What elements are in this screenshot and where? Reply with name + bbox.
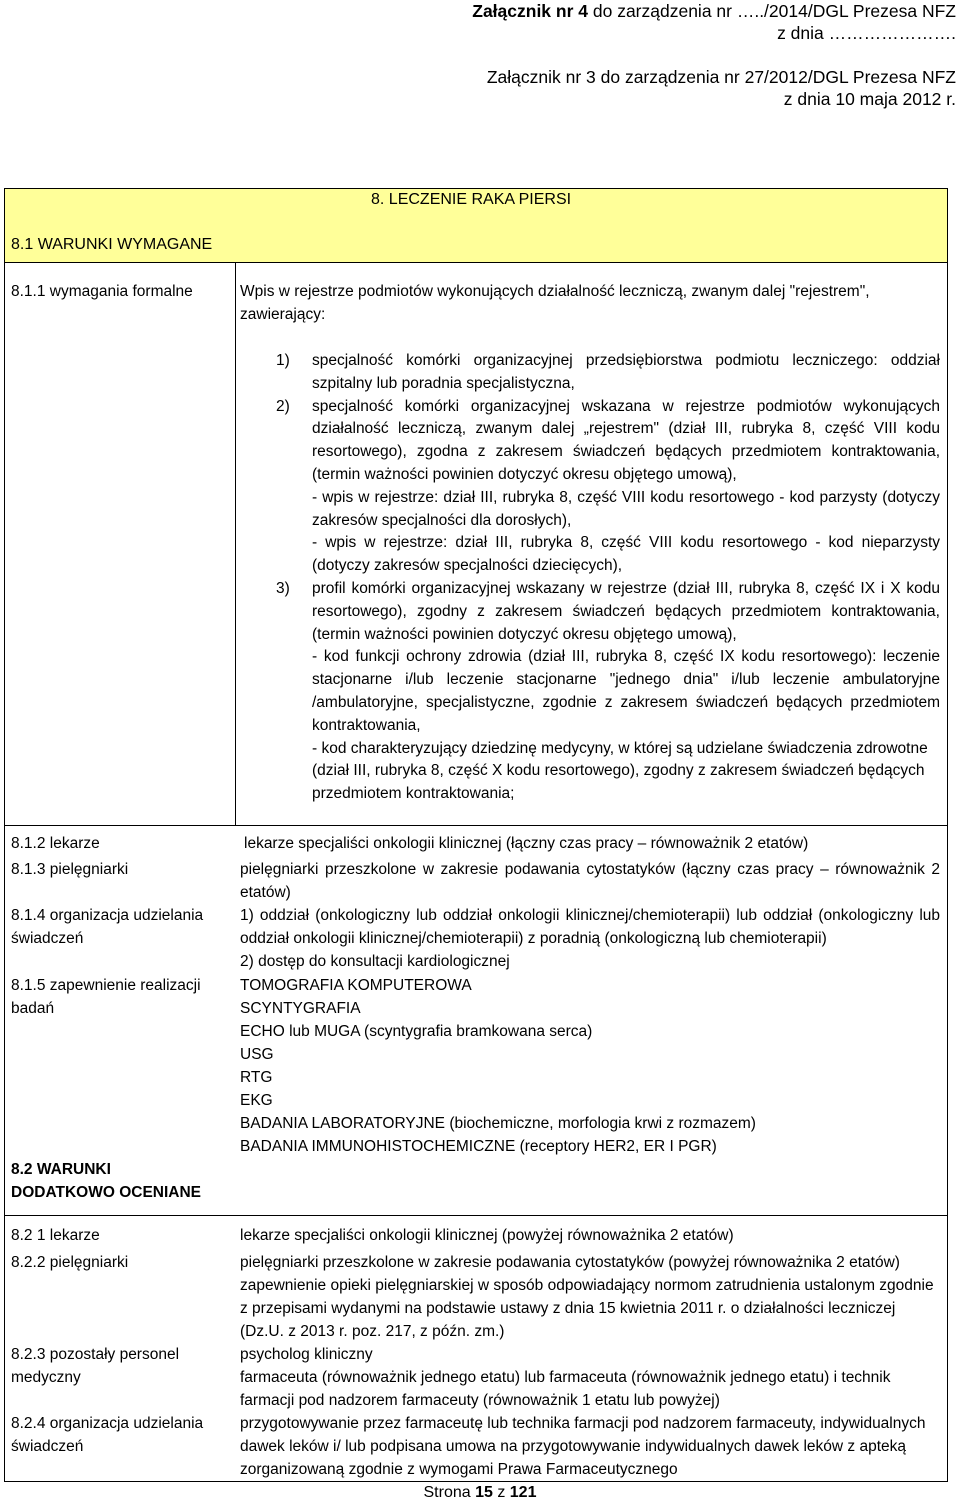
exam-item: SCYNTYGRAFIA xyxy=(240,1000,361,1017)
list-subitem: - kod charakteryzujący dziedzinę medycyny, w której są udzielane świadczenia zdrowotne (dział III, rubryka 8, część X kodu resortowego), zgodny z zakresem świadczeń będących przedmiotem kontraktowania; xyxy=(312,739,928,803)
additional-section-title: 8.2 WARUNKI DODATKOWO OCENIANE xyxy=(11,1161,202,1201)
additional-nurses-line: zapewnienie opieki pielęgniarskiej w sposób odpowiadający normom zatrudnienia ustalonym zgodnie z przepisami wydanymi na podstawie ustawy z dnia 15 kwietnia 2011 r. o działalności leczniczej (Dz.U. z 2013 r. poz. 217, z późn. zm.) xyxy=(240,1277,934,1340)
row-text-additional-organization: przygotowywanie przez farmaceutę lub technika farmacji pod nadzorem farmaceuty, indywidualnych dawek leków i/ lub podpisana umowa na przygotowywanie indywidualnych dawek leków z apteką zorganizowaną zgodnie z wymogami Prawa Farmaceutycznego xyxy=(240,1415,926,1478)
list-subitem: - kod funkcji ochrony zdrowia (dział III, rubryka 8, część IX kodu resortowego): leczenie stacjonarne i/lub leczenie stacjonarne "jednego dnia" i/lub leczenie ambulatoryjne /ambulatoryjne, specjalistyczne, zgodnie z zakresem świadczeń będących przedmiotem kontraktowania, xyxy=(312,648,940,734)
row-label-other-staff: 8.2.3 pozostały personel medyczny xyxy=(11,1346,180,1386)
exam-item: BADANIA IMMUNOHISTOCHEMICZNE (receptory HER2, ER I PGR) xyxy=(240,1138,717,1155)
row-text-examinations xyxy=(240,974,940,1158)
column-divider xyxy=(235,263,236,825)
row-label-doctors: 8.1.2 lekarze xyxy=(11,835,100,852)
document-header-top xyxy=(472,0,956,44)
organization-line: 2) dostęp do konsultacji kardiologicznej xyxy=(240,953,510,970)
attachment-4-date: z dnia …………………. xyxy=(777,23,956,43)
row-text-organization xyxy=(240,904,940,973)
exam-item: BADANIA LABORATORYJNE (biochemiczne, morfologia krwi z rozmazem) xyxy=(240,1115,756,1132)
exam-item: RTG xyxy=(240,1069,273,1086)
row-label-organization: 8.1.4 organizacja udzielania świadczeń xyxy=(11,907,204,947)
attachment-3-date: z dnia 10 maja 2012 r. xyxy=(783,89,956,109)
exam-item: TOMOGRAFIA KOMPUTEROWA xyxy=(240,977,472,994)
formal-intro: Wpis w rejestrze podmiotów wykonujących działalność leczniczą, zwanym dalej "rejestrem", zawierający: xyxy=(240,283,870,323)
row-label-formal: 8.1.1 wymagania formalne xyxy=(11,283,193,300)
exam-item: EKG xyxy=(240,1092,273,1109)
list-subitem: - wpis w rejestrze: dział III, rubryka 8, część VIII kodu resortowego - kod parzysty (dotyczy zakresów specjalności dla dorosłych), xyxy=(312,488,940,529)
additional-nurses-line: pielęgniarki przeszkolone w zakresie podawania cytostatyków (powyżej równoważnika 2 etatów) xyxy=(240,1254,900,1271)
row-label-nurses: 8.1.3 pielęgniarki xyxy=(11,861,129,878)
list-subitem: - wpis w rejestrze: dział III, rubryka 8, część VIII kodu resortowego - kod nieparzysty (dotyczy zakresów specjalności dziecięcych), xyxy=(312,534,940,575)
document-header-bottom xyxy=(487,66,956,110)
row-text-other-staff xyxy=(240,1343,940,1412)
row-text-additional-doctors: lekarze specjaliści onkologii klinicznej (powyżej równoważnika 2 etatów) xyxy=(240,1227,734,1244)
organization-line: 1) oddział (onkologiczny lub oddział onkologii klinicznej/chemioterapii) lub oddział (onkologiczny lub oddział onkologii klinicznej/chemioterapii) z poradnią (onkologiczną lub chemioterapii) xyxy=(240,907,940,947)
row-label-additional-organization: 8.2.4 organizacja udzielania świadczeń xyxy=(11,1415,204,1455)
list-item: 2) specjalność komórki organizacyjnej wskazana w rejestrze podmiotów wykonujących działalność leczniczą, zwanym dalej „rejestrem" (dział III, rubryka 8, część VIII kodu resortowego), zgodna z zakresem świadczeń będących przedmiotem kontraktowania, (termin ważności powinien dotyczyć okresu objętego umową), xyxy=(276,397,940,483)
row-label-examinations: 8.1.5 zapewnienie realizacji badań xyxy=(11,977,201,1017)
row-label-additional-nurses: 8.2.2 pielęgniarki xyxy=(11,1254,129,1271)
other-staff-line: farmaceuta (równoważnik jednego etatu) lub farmaceuta (równoważnik jednego etatu) i technik farmacji pod nadzorem farmaceuty (równoważnik 1 etatu lub powyżej) xyxy=(240,1369,891,1409)
attachment-4-line: Załącznik nr 4 do zarządzenia nr …../2014/DGL Prezesa NFZ xyxy=(472,1,956,21)
other-staff-line: psycholog kliniczny xyxy=(240,1346,373,1363)
formal-requirements-list xyxy=(276,350,940,806)
list-item: 3) profil komórki organizacyjnej wskazany w rejestrze (dział III, rubryka 8, część IX i X kodu resortowego), zgodny z zakresem świadczeń będących przedmiotem kontraktowania, (termin ważności powinien dotyczyć okresu objętego umową), xyxy=(276,579,940,643)
list-item: 1) specjalność komórki organizacyjnej przedsiębiorstwa podmiotu leczniczego: oddział szpitalny lub poradnia specjalistyczna, xyxy=(276,352,940,392)
page-number: Strona 15 z 121 xyxy=(423,1484,537,1501)
section-title: 8. LECZENIE RAKA PIERSI xyxy=(371,191,572,208)
section-subtitle: 8.1 WARUNKI WYMAGANE xyxy=(11,236,213,253)
row-divider xyxy=(4,825,948,826)
row-text-nurses: pielęgniarki przeszkolone w zakresie podawania cytostatyków (łączny czas pracy – równoważnik 2 etatów) xyxy=(240,861,940,901)
exam-item: USG xyxy=(240,1046,274,1063)
row-text-additional-nurses xyxy=(240,1251,940,1343)
exam-item: ECHO lub MUGA (scyntygrafia bramkowana serca) xyxy=(240,1023,593,1040)
row-divider xyxy=(4,1215,948,1216)
row-text-doctors: lekarze specjaliści onkologii klinicznej (łączny czas pracy – równoważnik 2 etatów) xyxy=(244,835,809,852)
attachment-3-line: Załącznik nr 3 do zarządzenia nr 27/2012/DGL Prezesa NFZ xyxy=(486,67,956,87)
row-label-additional-doctors: 8.2 1 lekarze xyxy=(11,1227,100,1244)
